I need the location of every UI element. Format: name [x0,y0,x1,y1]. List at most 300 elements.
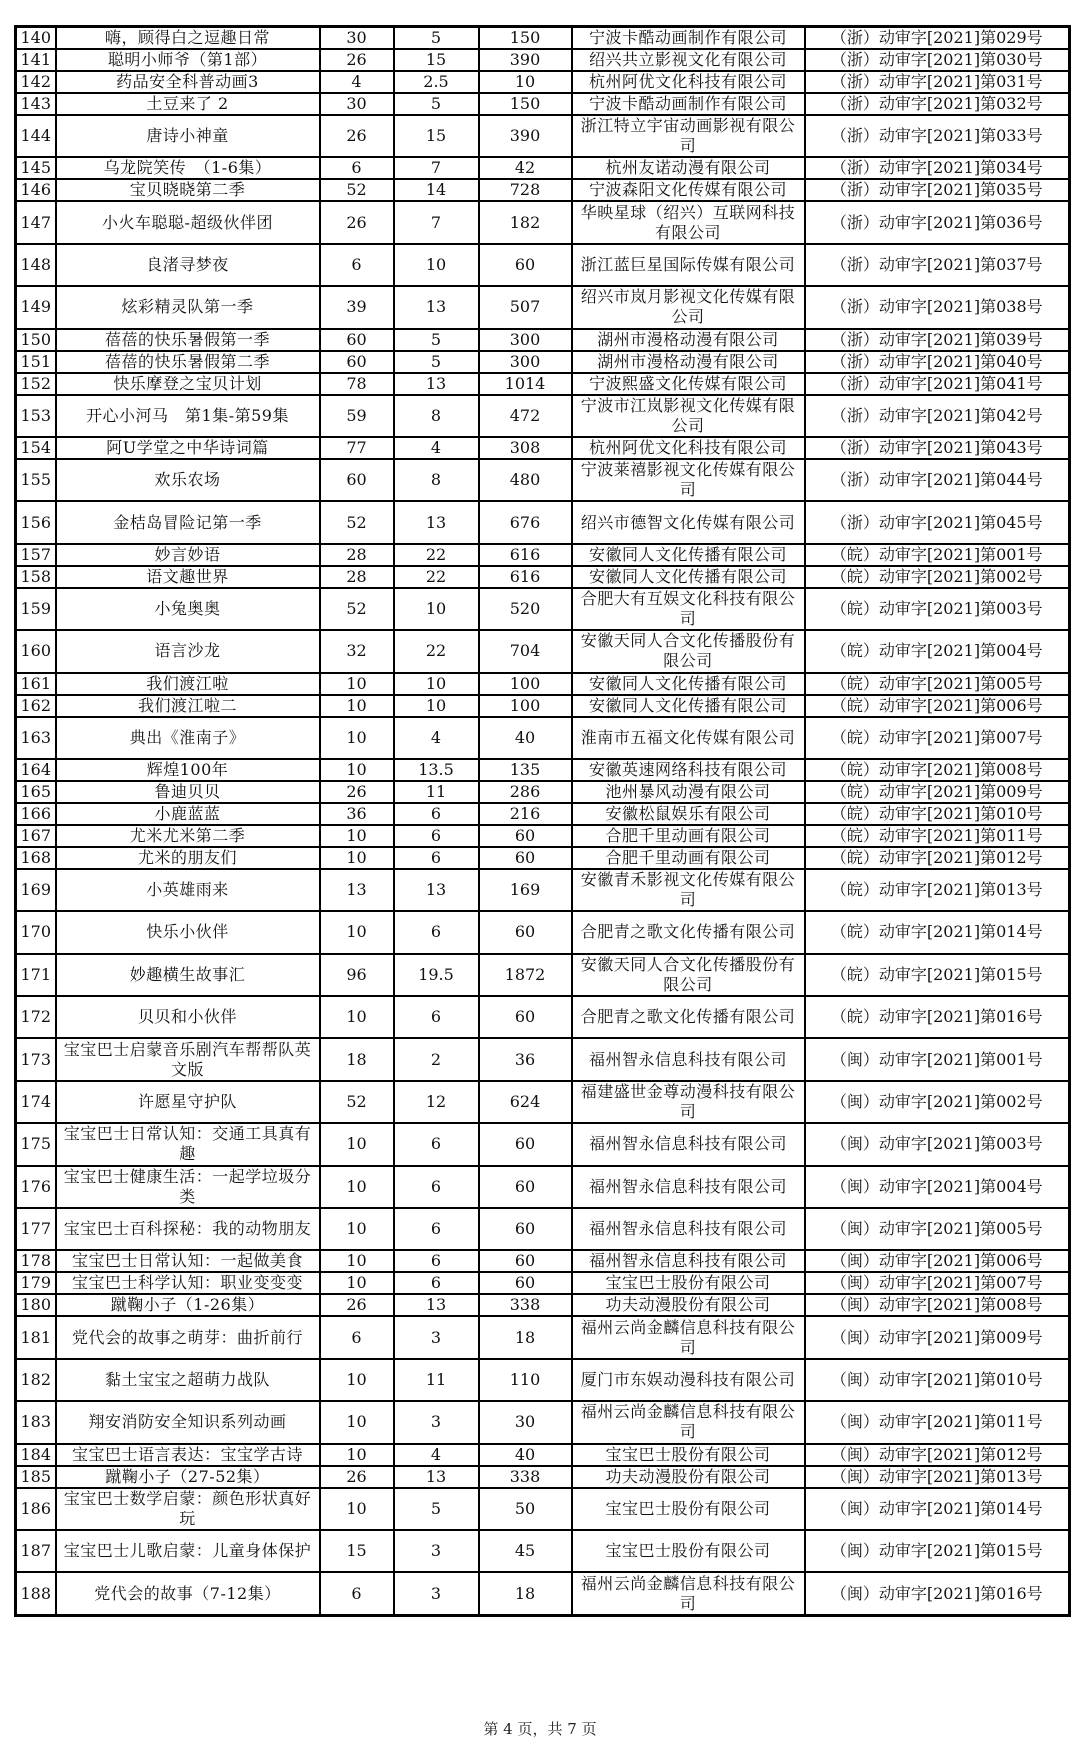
company-cell: 功夫动漫股份有限公司 [572,1294,805,1316]
table-row [16,759,1070,781]
minutes-per-episode-cell: 5 [394,93,479,115]
company-cell: 安徽同人文化传播有限公司 [572,695,805,717]
title-cell: 土豆来了 2 [56,93,320,115]
total-minutes-cell: 300 [479,329,572,351]
row-number-cell: 167 [16,825,56,847]
minutes-per-episode-cell: 7 [394,157,479,179]
episodes-cell: 30 [320,93,394,115]
row-number-cell: 183 [16,1401,56,1443]
minutes-per-episode-cell: 6 [394,847,479,869]
row-number-cell: 163 [16,717,56,759]
episodes-cell: 10 [320,1359,394,1401]
episodes-cell: 10 [320,825,394,847]
total-minutes-cell: 45 [479,1530,572,1572]
row-number-cell: 157 [16,544,56,566]
episodes-cell: 26 [320,1294,394,1316]
minutes-per-episode-cell: 13 [394,1466,479,1488]
title-cell: 药品安全科普动画3 [56,71,320,93]
table-row [16,351,1070,373]
total-minutes-cell: 704 [479,630,572,672]
company-cell: 绍兴共立影视文化有限公司 [572,49,805,71]
table-row [16,996,1070,1038]
total-minutes-cell: 42 [479,157,572,179]
company-cell: 华映星球（绍兴）互联网科技有限公司 [572,201,805,243]
minutes-per-episode-cell: 5 [394,1488,479,1530]
row-number-cell: 156 [16,501,56,543]
minutes-per-episode-cell: 22 [394,630,479,672]
row-number-cell: 142 [16,71,56,93]
table-row [16,1530,1070,1572]
table-body [16,27,1070,1616]
table-row [16,825,1070,847]
title-cell: 宝宝巴士日常认知：一起做美食 [56,1250,320,1272]
episodes-cell: 4 [320,71,394,93]
total-minutes-cell: 50 [479,1488,572,1530]
table-row [16,1572,1070,1615]
title-cell: 快乐摩登之宝贝计划 [56,373,320,395]
row-number-cell: 178 [16,1250,56,1272]
title-cell: 黏土宝宝之超萌力战队 [56,1359,320,1401]
row-number-cell: 149 [16,286,56,328]
minutes-per-episode-cell: 7 [394,201,479,243]
title-cell: 欢乐农场 [56,459,320,501]
table-row [16,1359,1070,1401]
episodes-cell: 10 [320,1401,394,1443]
episodes-cell: 78 [320,373,394,395]
title-cell: 许愿星守护队 [56,1081,320,1123]
minutes-per-episode-cell: 13 [394,869,479,911]
table-row [16,329,1070,351]
company-cell: 池州暴风动漫有限公司 [572,781,805,803]
company-cell: 宝宝巴士股份有限公司 [572,1272,805,1294]
title-cell: 小鹿蓝蓝 [56,803,320,825]
total-minutes-cell: 1014 [479,373,572,395]
row-number-cell: 151 [16,351,56,373]
minutes-per-episode-cell: 19.5 [394,954,479,996]
episodes-cell: 10 [320,717,394,759]
title-cell: 蹴鞠小子（1-26集） [56,1294,320,1316]
row-number-cell: 188 [16,1572,56,1615]
episodes-cell: 10 [320,759,394,781]
minutes-per-episode-cell: 4 [394,1444,479,1466]
license-number-cell: （浙）动审字[2021]第044号 [805,459,1070,501]
table-row [16,869,1070,911]
table-row [16,1038,1070,1080]
episodes-cell: 96 [320,954,394,996]
title-cell: 乌龙院笑传 （1-6集） [56,157,320,179]
total-minutes-cell: 286 [479,781,572,803]
total-minutes-cell: 40 [479,1444,572,1466]
company-cell: 宁波市江岚影视文化传媒有限公司 [572,395,805,437]
minutes-per-episode-cell: 6 [394,1272,479,1294]
title-cell: 宝宝巴士科学认知：职业变变变 [56,1272,320,1294]
episodes-cell: 10 [320,695,394,717]
title-cell: 典出《淮南子》 [56,717,320,759]
minutes-per-episode-cell: 13 [394,286,479,328]
title-cell: 小火车聪聪-超级伙伴团 [56,201,320,243]
total-minutes-cell: 150 [479,27,572,50]
license-number-cell: （闽）动审字[2021]第006号 [805,1250,1070,1272]
license-number-cell: （闽）动审字[2021]第001号 [805,1038,1070,1080]
approval-table [14,25,1071,1617]
total-minutes-cell: 10 [479,71,572,93]
total-minutes-cell: 472 [479,395,572,437]
episodes-cell: 52 [320,588,394,630]
license-number-cell: （浙）动审字[2021]第037号 [805,244,1070,286]
episodes-cell: 60 [320,329,394,351]
row-number-cell: 152 [16,373,56,395]
total-minutes-cell: 1872 [479,954,572,996]
row-number-cell: 160 [16,630,56,672]
title-cell: 宝宝巴士健康生活：一起学垃圾分类 [56,1166,320,1208]
total-minutes-cell: 169 [479,869,572,911]
total-minutes-cell: 216 [479,803,572,825]
license-number-cell: （皖）动审字[2021]第001号 [805,544,1070,566]
minutes-per-episode-cell: 8 [394,395,479,437]
company-cell: 宁波熙盛文化传媒有限公司 [572,373,805,395]
minutes-per-episode-cell: 3 [394,1572,479,1615]
title-cell: 党代会的故事之萌芽：曲折前行 [56,1316,320,1358]
company-cell: 杭州阿优文化科技有限公司 [572,71,805,93]
company-cell: 厦门市东娱动漫科技有限公司 [572,1359,805,1401]
license-number-cell: （闽）动审字[2021]第007号 [805,1272,1070,1294]
episodes-cell: 10 [320,1250,394,1272]
table-row [16,501,1070,543]
episodes-cell: 26 [320,49,394,71]
title-cell: 蹴鞠小子（27-52集） [56,1466,320,1488]
row-number-cell: 176 [16,1166,56,1208]
episodes-cell: 10 [320,1272,394,1294]
total-minutes-cell: 728 [479,179,572,201]
episodes-cell: 10 [320,1166,394,1208]
table-row [16,847,1070,869]
title-cell: 金桔岛冒险记第一季 [56,501,320,543]
title-cell: 尤米的朋友们 [56,847,320,869]
table-row [16,566,1070,588]
table-row [16,803,1070,825]
row-number-cell: 148 [16,244,56,286]
minutes-per-episode-cell: 6 [394,1208,479,1250]
total-minutes-cell: 18 [479,1316,572,1358]
episodes-cell: 52 [320,501,394,543]
minutes-per-episode-cell: 6 [394,803,479,825]
table-row [16,588,1070,630]
license-number-cell: （皖）动审字[2021]第010号 [805,803,1070,825]
episodes-cell: 36 [320,803,394,825]
minutes-per-episode-cell: 10 [394,673,479,695]
license-number-cell: （闽）动审字[2021]第013号 [805,1466,1070,1488]
total-minutes-cell: 60 [479,1272,572,1294]
table-row [16,373,1070,395]
total-minutes-cell: 616 [479,566,572,588]
episodes-cell: 28 [320,544,394,566]
total-minutes-cell: 338 [479,1294,572,1316]
title-cell: 小兔奥奥 [56,588,320,630]
license-number-cell: （闽）动审字[2021]第005号 [805,1208,1070,1250]
company-cell: 绍兴市德智文化传媒有限公司 [572,501,805,543]
table-row [16,93,1070,115]
minutes-per-episode-cell: 12 [394,1081,479,1123]
row-number-cell: 170 [16,911,56,953]
license-number-cell: （皖）动审字[2021]第013号 [805,869,1070,911]
license-number-cell: （浙）动审字[2021]第034号 [805,157,1070,179]
row-number-cell: 165 [16,781,56,803]
minutes-per-episode-cell: 6 [394,996,479,1038]
title-cell: 嗨，顾得白之逗趣日常 [56,27,320,50]
license-number-cell: （皖）动审字[2021]第007号 [805,717,1070,759]
row-number-cell: 153 [16,395,56,437]
total-minutes-cell: 30 [479,1401,572,1443]
minutes-per-episode-cell: 13 [394,1294,479,1316]
table-row [16,1316,1070,1358]
episodes-cell: 26 [320,1466,394,1488]
company-cell: 福州云尚金麟信息科技有限公司 [572,1316,805,1358]
total-minutes-cell: 100 [479,673,572,695]
minutes-per-episode-cell: 22 [394,566,479,588]
license-number-cell: （皖）动审字[2021]第016号 [805,996,1070,1038]
company-cell: 杭州阿优文化科技有限公司 [572,437,805,459]
table-row [16,437,1070,459]
episodes-cell: 59 [320,395,394,437]
episodes-cell: 10 [320,996,394,1038]
title-cell: 党代会的故事（7-12集） [56,1572,320,1615]
license-number-cell: （皖）动审字[2021]第002号 [805,566,1070,588]
company-cell: 安徽青禾影视文化传媒有限公司 [572,869,805,911]
total-minutes-cell: 110 [479,1359,572,1401]
title-cell: 尤米尤米第二季 [56,825,320,847]
table-row [16,544,1070,566]
company-cell: 安徽天同人合文化传播股份有限公司 [572,630,805,672]
row-number-cell: 161 [16,673,56,695]
title-cell: 语文趣世界 [56,566,320,588]
table-row [16,1294,1070,1316]
episodes-cell: 6 [320,244,394,286]
row-number-cell: 169 [16,869,56,911]
row-number-cell: 164 [16,759,56,781]
episodes-cell: 10 [320,673,394,695]
table-row [16,201,1070,243]
company-cell: 宁波卡酷动画制作有限公司 [572,93,805,115]
license-number-cell: （皖）动审字[2021]第004号 [805,630,1070,672]
total-minutes-cell: 390 [479,115,572,157]
table-row [16,115,1070,157]
minutes-per-episode-cell: 6 [394,825,479,847]
company-cell: 湖州市漫格动漫有限公司 [572,329,805,351]
company-cell: 功夫动漫股份有限公司 [572,1466,805,1488]
company-cell: 安徽松鼠娱乐有限公司 [572,803,805,825]
license-number-cell: （闽）动审字[2021]第010号 [805,1359,1070,1401]
table-row [16,954,1070,996]
episodes-cell: 30 [320,27,394,50]
title-cell: 我们渡江啦 [56,673,320,695]
row-number-cell: 184 [16,1444,56,1466]
episodes-cell: 6 [320,1316,394,1358]
license-number-cell: （闽）动审字[2021]第009号 [805,1316,1070,1358]
company-cell: 安徽英速网络科技有限公司 [572,759,805,781]
row-number-cell: 172 [16,996,56,1038]
table-row [16,71,1070,93]
company-cell: 福州智永信息科技有限公司 [572,1250,805,1272]
total-minutes-cell: 18 [479,1572,572,1615]
title-cell: 快乐小伙伴 [56,911,320,953]
title-cell: 宝宝巴士数学启蒙：颜色形状真好玩 [56,1488,320,1530]
table-row [16,157,1070,179]
row-number-cell: 166 [16,803,56,825]
total-minutes-cell: 36 [479,1038,572,1080]
company-cell: 福州云尚金麟信息科技有限公司 [572,1572,805,1615]
minutes-per-episode-cell: 5 [394,351,479,373]
company-cell: 福州智永信息科技有限公司 [572,1038,805,1080]
minutes-per-episode-cell: 6 [394,1166,479,1208]
total-minutes-cell: 60 [479,1166,572,1208]
row-number-cell: 187 [16,1530,56,1572]
minutes-per-episode-cell: 14 [394,179,479,201]
row-number-cell: 147 [16,201,56,243]
total-minutes-cell: 676 [479,501,572,543]
company-cell: 安徽同人文化传播有限公司 [572,673,805,695]
page-number: 第 4 页，共 7 页 [483,1720,597,1738]
total-minutes-cell: 624 [479,1081,572,1123]
total-minutes-cell: 308 [479,437,572,459]
row-number-cell: 185 [16,1466,56,1488]
total-minutes-cell: 390 [479,49,572,71]
license-number-cell: （闽）动审字[2021]第004号 [805,1166,1070,1208]
total-minutes-cell: 520 [479,588,572,630]
row-number-cell: 186 [16,1488,56,1530]
row-number-cell: 140 [16,27,56,50]
row-number-cell: 150 [16,329,56,351]
title-cell: 唐诗小神童 [56,115,320,157]
license-number-cell: （浙）动审字[2021]第030号 [805,49,1070,71]
minutes-per-episode-cell: 22 [394,544,479,566]
episodes-cell: 32 [320,630,394,672]
company-cell: 合肥青之歌文化传播有限公司 [572,911,805,953]
title-cell: 小英雄雨来 [56,869,320,911]
company-cell: 合肥千里动画有限公司 [572,847,805,869]
total-minutes-cell: 60 [479,847,572,869]
episodes-cell: 28 [320,566,394,588]
total-minutes-cell: 616 [479,544,572,566]
table-row [16,459,1070,501]
row-number-cell: 144 [16,115,56,157]
table-row [16,1166,1070,1208]
episodes-cell: 10 [320,1208,394,1250]
license-number-cell: （皖）动审字[2021]第003号 [805,588,1070,630]
company-cell: 淮南市五福文化传媒有限公司 [572,717,805,759]
episodes-cell: 26 [320,201,394,243]
row-number-cell: 154 [16,437,56,459]
episodes-cell: 15 [320,1530,394,1572]
total-minutes-cell: 300 [479,351,572,373]
license-number-cell: （皖）动审字[2021]第008号 [805,759,1070,781]
table-row [16,717,1070,759]
license-number-cell: （浙）动审字[2021]第041号 [805,373,1070,395]
minutes-per-episode-cell: 10 [394,695,479,717]
license-number-cell: （浙）动审字[2021]第035号 [805,179,1070,201]
company-cell: 安徽天同人合文化传播股份有限公司 [572,954,805,996]
table-row [16,27,1070,50]
total-minutes-cell: 60 [479,1250,572,1272]
company-cell: 湖州市漫格动漫有限公司 [572,351,805,373]
title-cell: 宝宝巴士儿歌启蒙：儿童身体保护 [56,1530,320,1572]
license-number-cell: （闽）动审字[2021]第011号 [805,1401,1070,1443]
total-minutes-cell: 135 [479,759,572,781]
table-row [16,1401,1070,1443]
title-cell: 良渚寻梦夜 [56,244,320,286]
company-cell: 福建盛世金尊动漫科技有限公司 [572,1081,805,1123]
company-cell: 合肥青之歌文化传播有限公司 [572,996,805,1038]
license-number-cell: （皖）动审字[2021]第006号 [805,695,1070,717]
license-number-cell: （浙）动审字[2021]第032号 [805,93,1070,115]
episodes-cell: 10 [320,847,394,869]
company-cell: 宁波莱禧影视文化传媒有限公司 [572,459,805,501]
title-cell: 开心小河马 第1集-第59集 [56,395,320,437]
company-cell: 宝宝巴士股份有限公司 [572,1444,805,1466]
row-number-cell: 143 [16,93,56,115]
episodes-cell: 52 [320,179,394,201]
episodes-cell: 10 [320,1488,394,1530]
license-number-cell: （浙）动审字[2021]第040号 [805,351,1070,373]
company-cell: 宝宝巴士股份有限公司 [572,1488,805,1530]
row-number-cell: 168 [16,847,56,869]
minutes-per-episode-cell: 13.5 [394,759,479,781]
row-number-cell: 177 [16,1208,56,1250]
license-number-cell: （闽）动审字[2021]第008号 [805,1294,1070,1316]
license-number-cell: （浙）动审字[2021]第031号 [805,71,1070,93]
row-number-cell: 180 [16,1294,56,1316]
episodes-cell: 60 [320,351,394,373]
total-minutes-cell: 480 [479,459,572,501]
minutes-per-episode-cell: 5 [394,329,479,351]
row-number-cell: 181 [16,1316,56,1358]
total-minutes-cell: 100 [479,695,572,717]
license-number-cell: （闽）动审字[2021]第015号 [805,1530,1070,1572]
company-cell: 浙江蓝巨星国际传媒有限公司 [572,244,805,286]
minutes-per-episode-cell: 5 [394,27,479,50]
total-minutes-cell: 338 [479,1466,572,1488]
license-number-cell: （闽）动审字[2021]第016号 [805,1572,1070,1615]
minutes-per-episode-cell: 11 [394,1359,479,1401]
license-number-cell: （浙）动审字[2021]第042号 [805,395,1070,437]
title-cell: 蓓蓓的快乐暑假第一季 [56,329,320,351]
company-cell: 福州智永信息科技有限公司 [572,1208,805,1250]
title-cell: 炫彩精灵队第一季 [56,286,320,328]
table-row [16,49,1070,71]
minutes-per-episode-cell: 6 [394,1123,479,1165]
row-number-cell: 146 [16,179,56,201]
total-minutes-cell: 40 [479,717,572,759]
license-number-cell: （浙）动审字[2021]第045号 [805,501,1070,543]
table-row [16,695,1070,717]
table-row [16,911,1070,953]
row-number-cell: 182 [16,1359,56,1401]
minutes-per-episode-cell: 2 [394,1038,479,1080]
table-row [16,286,1070,328]
title-cell: 妙言妙语 [56,544,320,566]
row-number-cell: 158 [16,566,56,588]
title-cell: 宝宝巴士启蒙音乐剧汽车帮帮队英文版 [56,1038,320,1080]
minutes-per-episode-cell: 6 [394,1250,479,1272]
minutes-per-episode-cell: 8 [394,459,479,501]
total-minutes-cell: 60 [479,996,572,1038]
table-row [16,395,1070,437]
title-cell: 蓓蓓的快乐暑假第二季 [56,351,320,373]
table-row [16,179,1070,201]
minutes-per-episode-cell: 11 [394,781,479,803]
minutes-per-episode-cell: 3 [394,1316,479,1358]
minutes-per-episode-cell: 15 [394,115,479,157]
company-cell: 安徽同人文化传播有限公司 [572,566,805,588]
